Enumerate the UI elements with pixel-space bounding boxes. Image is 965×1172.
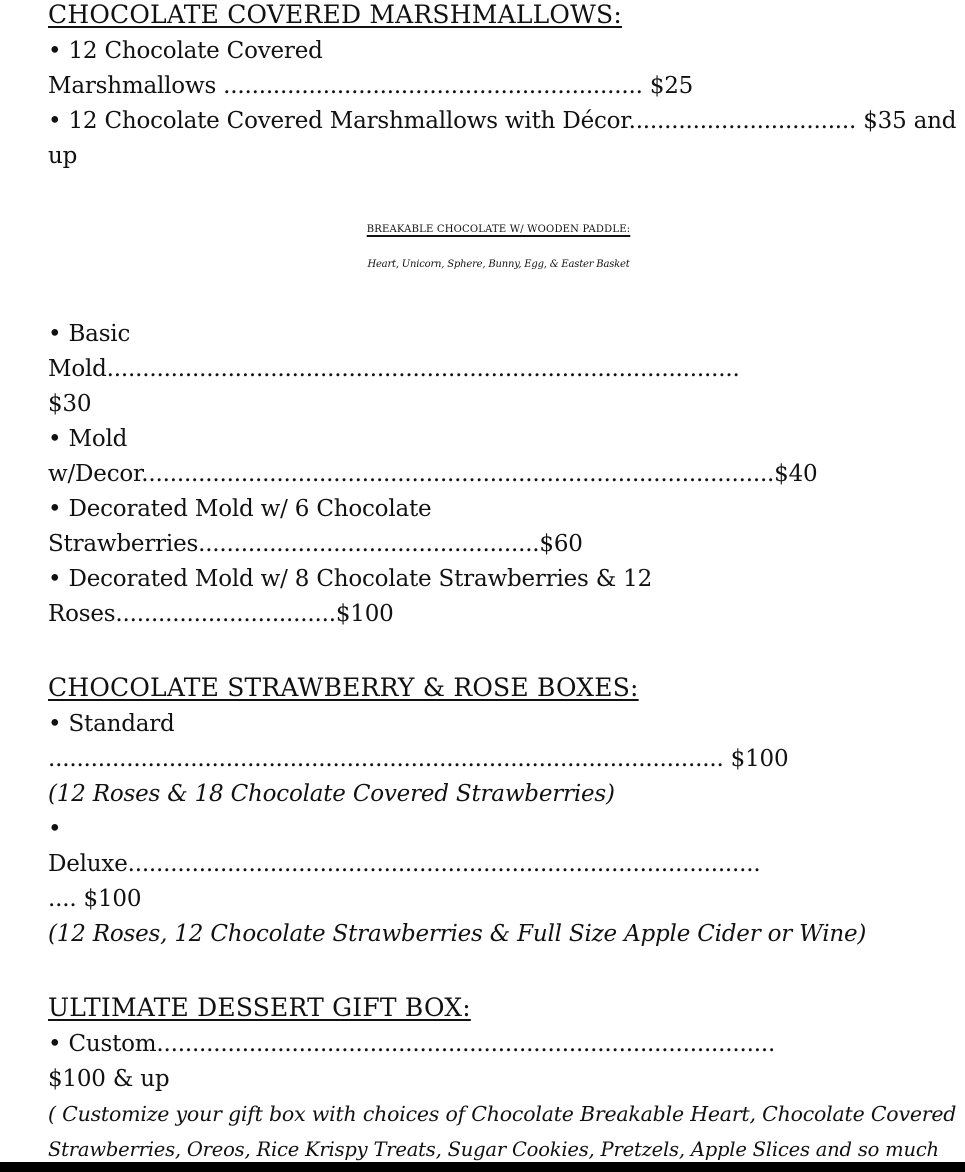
menu-item-line: • Decorated Mold w/ 6 Chocolate bbox=[48, 496, 432, 522]
menu-item-line: • bbox=[48, 816, 62, 842]
menu-item-line: Marshmallows ........................................................... $25 bbox=[48, 73, 694, 99]
menu-item-line: Roses...............................$100 bbox=[48, 601, 394, 627]
bottom-bar bbox=[0, 1162, 965, 1172]
menu-item-line: w/Decor.........................................................................................$40 bbox=[48, 461, 818, 487]
menu-item-line: • 12 Chocolate Covered Marshmallows with Décor................................ $35 and bbox=[48, 108, 957, 134]
menu-item-line: • Custom....................................................................................... bbox=[48, 1031, 776, 1057]
menu-item-line: • Basic bbox=[48, 321, 131, 347]
menu-item-line: Strawberries................................................$60 bbox=[48, 531, 583, 557]
menu-item-line: • Decorated Mold w/ 8 Chocolate Strawberries & 12 bbox=[48, 566, 653, 592]
menu-item-line: .... $100 bbox=[48, 886, 142, 912]
section-subheading-breakable: Heart, Unicorn, Sphere, Bunny, Egg, & Easter Basket bbox=[367, 259, 630, 270]
menu-item-line: • Mold bbox=[48, 426, 128, 452]
menu-item-note: (12 Roses & 18 Chocolate Covered Strawberries) bbox=[48, 781, 615, 807]
menu-item-line: $100 & up bbox=[48, 1066, 170, 1092]
menu-item-line: $30 bbox=[48, 391, 92, 417]
section-heading-breakable: BREAKABLE CHOCOLATE W/ WOODEN PADDLE: bbox=[366, 224, 631, 235]
menu-item-note: Strawberries, Oreos, Rice Krispy Treats, Sugar Cookies, Pretzels, Apple Slices and so much bbox=[48, 1138, 939, 1161]
section-heading-boxes: CHOCOLATE STRAWBERRY & ROSE BOXES: bbox=[48, 673, 639, 702]
menu-item-line: • Standard bbox=[48, 711, 175, 737]
menu-item-note: ( Customize your gift box with choices of Chocolate Breakable Heart, Chocolate Covered bbox=[48, 1102, 957, 1126]
menu-item-line: Deluxe......................................................................................... bbox=[48, 851, 761, 877]
section-heading-marshmallows: CHOCOLATE COVERED MARSHMALLOWS: bbox=[48, 0, 622, 29]
menu-item-line: • 12 Chocolate Covered bbox=[48, 38, 323, 64]
menu-item-line: Mold......................................................................................... bbox=[48, 356, 740, 382]
menu-item-note: (12 Roses, 12 Chocolate Strawberries & Full Size Apple Cider or Wine) bbox=[48, 921, 867, 947]
section-heading-ultimate: ULTIMATE DESSERT GIFT BOX: bbox=[48, 993, 471, 1022]
menu-item-line: up bbox=[48, 143, 78, 169]
menu-item-line: ............................................................................................... $100 bbox=[48, 746, 789, 772]
